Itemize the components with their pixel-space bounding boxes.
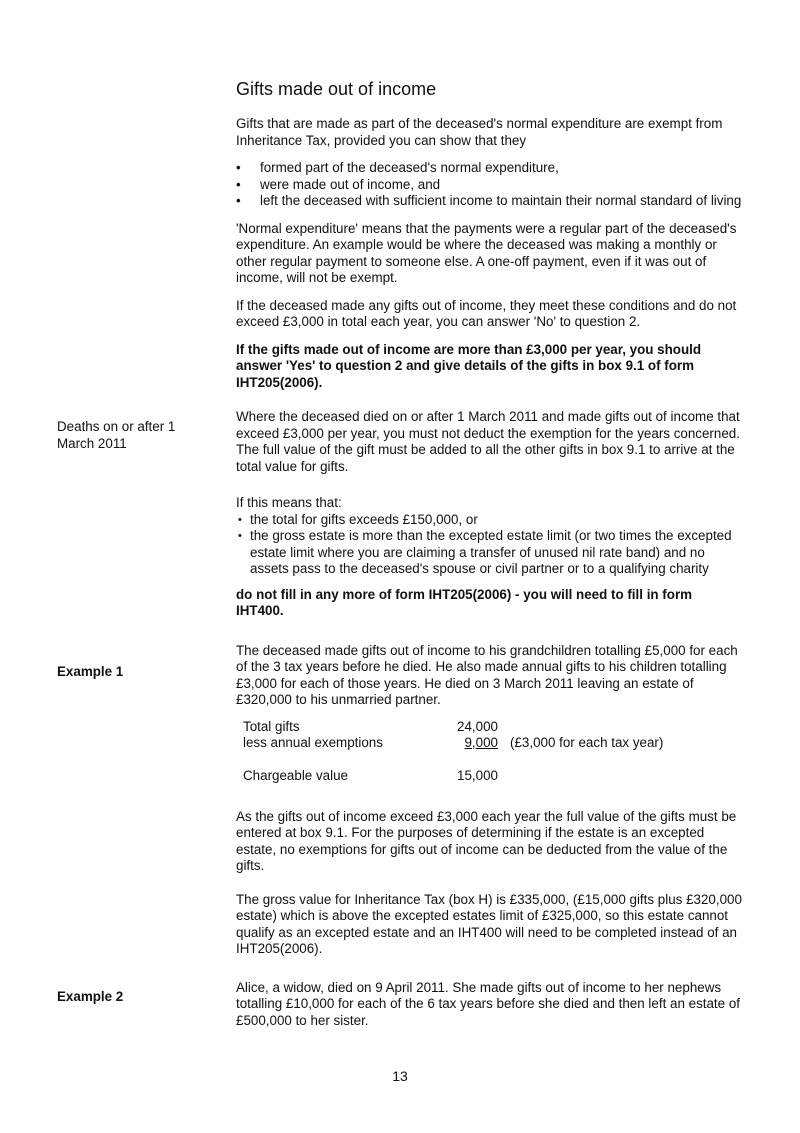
intro-paragraph: Gifts that are made as part of the deceased's normal expenditure are exempt from Inheritance Tax, provided you can show that they	[236, 116, 723, 148]
conditions-met-paragraph: If the deceased made any gifts out of income, they meet these conditions and do not exceed £3,000 in total each year, you can answer 'No' to question 2.	[236, 297, 737, 329]
calc-spacer	[243, 752, 742, 769]
page-number: 13	[392, 1068, 408, 1084]
if-this-text: If this means that:	[236, 495, 342, 510]
deaths-paragraph: Where the deceased died on or after 1 March 2011 and made gifts out of income that exceed £3,000 per year, you must not deduct the exemption for the years concerned. The full value of the gift must be added to all the other gifts in box 9.1 to arrive at the total value for gifts.	[236, 409, 740, 474]
calc-label: Chargeable value	[243, 768, 348, 783]
side-label-example-1: Example 1	[57, 664, 124, 679]
body-text	[236, 116, 742, 1040]
deaths-bullets	[236, 512, 742, 578]
conditions-list	[236, 160, 742, 210]
calc-row-chargeable	[243, 768, 742, 785]
list-item: • were made out of income, and	[236, 177, 742, 194]
calc-label: less annual exemptions	[243, 735, 383, 750]
calc-label: Total gifts	[243, 718, 300, 734]
calc-note: (£3,000 for each tax year)	[510, 735, 664, 750]
bold-instruction: do not fill in any more of form IHT205(2006) - you will need to fill in form IHT400.	[236, 586, 693, 618]
normal-expenditure-paragraph: 'Normal expenditure' means that the payments were a regular part of the deceased's expenditure. An example would be where the deceased was making a monthly or other regular payment to someone else. A one-off payment, even if it was out of income, will not be exempt.	[236, 220, 737, 285]
calc-value: 24,000	[457, 718, 498, 734]
calc-value: 9,000	[464, 735, 498, 750]
example-1-paragraph-2: As the gifts out of income exceed £3,000 each year the full value of the gifts must be entered at box 9.1. For the purposes of determining if the estate is an excepted estate, no exemptions for gifts out of income can be deducted from the value of the gifts.	[236, 808, 737, 873]
list-item: • left the deceased with sufficient income to maintain their normal standard of living	[236, 193, 742, 210]
calc-row-less	[243, 735, 742, 752]
example-2-paragraph: Alice, a widow, died on 9 April 2011. She made gifts out of income to her nephews totalling £10,000 for each of the 6 tax years before she died and then left an estate of £500,000 to her sister.	[236, 979, 740, 1028]
gift-calculation	[243, 719, 742, 785]
list-item: • the gross estate is more than the excepted estate limit (or two times the excepted estate limit where you are claiming a transfer of unused nil rate band) and no assets pass to the deceased's spouse or civil partner or to a qualifying charity	[236, 528, 742, 578]
section-heading: Gifts made out of income	[236, 79, 437, 99]
side-label-deaths: Deaths on or after 1 March 2011	[57, 419, 176, 451]
list-item: • formed part of the deceased's normal expenditure,	[236, 160, 742, 177]
calc-value: 15,000	[457, 768, 498, 783]
example-1-paragraph: The deceased made gifts out of income to his grandchildren totalling £5,000 for each of the 3 tax years before he died. He also made annual gifts to his children totalling £3,000 for each of those years. He died on 3 March 2011 leaving an estate of £320,000 to his unmarried partner.	[236, 642, 738, 707]
bold-note: If the gifts made out of income are more than £3,000 per year, you should answer 'Yes' to question 2 and give details of the gifts in box 9.1 of form IHT205(2006).	[236, 341, 702, 390]
list-item: • the total for gifts exceeds £150,000, or	[236, 512, 742, 529]
example-1-paragraph-3: The gross value for Inheritance Tax (box H) is £335,000, (£15,000 gifts plus £320,000 estate) which is above the excepted estates limit of £325,000, so this estate cannot qualify as an excepted estate and an IHT400 will need to be completed instead of an IHT205(2006).	[236, 891, 742, 956]
side-label-example-2: Example 2	[57, 989, 124, 1004]
calc-row-total	[243, 719, 742, 736]
